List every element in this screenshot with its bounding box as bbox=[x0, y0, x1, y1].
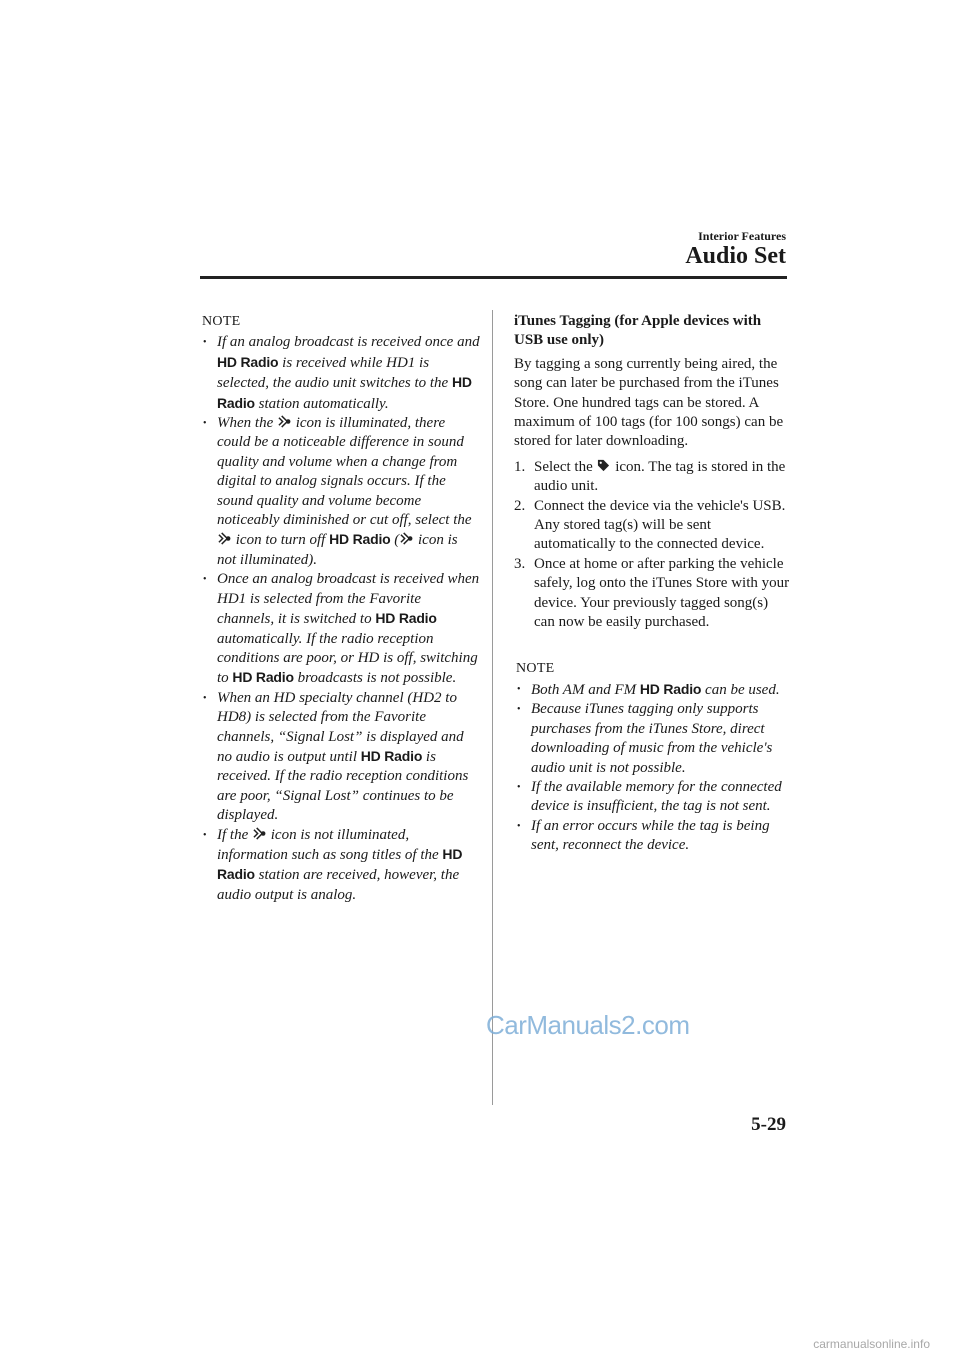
step-item: 2. Connect the device via the vehicle's USB. Any stored tag(s) will be sent automatically to the connected device. bbox=[514, 497, 786, 553]
hd-signal-icon bbox=[218, 532, 231, 545]
right-column bbox=[514, 312, 792, 856]
step-number: 2. bbox=[514, 497, 526, 514]
tag-icon bbox=[597, 459, 610, 472]
list-item: • When an HD specialty channel (HD2 to HD8) is selected from the Favorite channels, “Signal Lost” is displayed and no audio is output until HD Radio is received. If the radio reception conditions are poor, “Signal Lost” continues to be displayed. bbox=[200, 689, 480, 826]
list-item: • Both AM and FM HD Radio can be used. bbox=[514, 680, 792, 700]
list-item: • When the icon is illuminated, there could be a noticeable difference in sound quality and volume when a change from digital to analog signals occurs. If the sound quality and volume become noticeably diminished or cut off, select the icon to turn off HD Radio ( icon is not illuminated). bbox=[200, 414, 480, 570]
hd-radio-logo: HD Radio bbox=[375, 610, 437, 627]
page-title: Audio Set bbox=[685, 243, 786, 269]
list-item: • If the icon is not illuminated, information such as song titles of the HD Radio station are received, however, the audio output is analog. bbox=[200, 826, 480, 906]
list-item: • If the available memory for the connected device is insufficient, the tag is not sent. bbox=[514, 778, 792, 817]
left-column bbox=[200, 312, 480, 905]
page-number: 5-29 bbox=[751, 1114, 786, 1135]
hd-signal-icon bbox=[278, 415, 291, 428]
step-item: 1. Select the icon. The tag is stored in the audio unit. bbox=[514, 458, 786, 495]
step-item: 3. Once at home or after parking the vehicle safely, log onto the iTunes Store with your device. Your previously tagged song(s) can now be easily purchased. bbox=[514, 555, 790, 631]
note-label: NOTE bbox=[202, 314, 241, 329]
hd-radio-logo: HD Radio bbox=[639, 680, 702, 697]
step-number: 1. bbox=[514, 458, 526, 475]
section-label: Interior Features bbox=[698, 229, 786, 243]
section-heading: iTunes Tagging (for Apple devices with USB use only) bbox=[514, 313, 762, 349]
intro-paragraph: By tagging a song currently being aired, the song can later be purchased from the iTunes Store. One hundred tags can be stored. A maximum of 100 tags (for 100 songs) can be stored for later downloading. bbox=[514, 355, 784, 450]
left-notes bbox=[200, 333, 480, 905]
hd-radio-logo: HD Radio bbox=[360, 747, 423, 764]
hd-radio-logo: HD Radio bbox=[217, 374, 472, 411]
steps-list bbox=[514, 458, 792, 633]
watermark-logo: CarManuals2.com bbox=[486, 1010, 690, 1040]
hd-radio-logo: HD Radio bbox=[217, 353, 279, 370]
hd-radio-logo: HD Radio bbox=[232, 669, 294, 686]
column-divider bbox=[492, 310, 493, 1105]
hd-radio-logo: HD Radio bbox=[329, 531, 391, 548]
list-item: • Once an analog broadcast is received when HD1 is selected from the Favorite channels, it is switched to HD Radio automatically. If the radio reception conditions are poor, or HD is off, switching to HD Radio broadcasts is not possible. bbox=[200, 570, 480, 688]
step-number: 3. bbox=[514, 555, 526, 572]
hd-radio-logo: HD Radio bbox=[217, 845, 463, 883]
header-rule bbox=[200, 276, 787, 279]
note-label: NOTE bbox=[516, 660, 555, 676]
hd-signal-icon bbox=[400, 532, 413, 545]
hd-signal-icon bbox=[253, 827, 266, 840]
list-item: • If an error occurs while the tag is being sent, reconnect the device. bbox=[514, 817, 792, 856]
right-notes bbox=[514, 680, 792, 856]
list-item: • If an analog broadcast is received once and HD Radio is received while HD1 is selected, the audio unit switches to the HD Radio station automatically. bbox=[200, 333, 480, 414]
footer-site-link[interactable]: carmanualsonline.info bbox=[813, 1337, 930, 1351]
list-item: • Because iTunes tagging only supports purchases from the iTunes Store, direct downloading of music from the vehicle's audio unit is not possible. bbox=[514, 700, 792, 778]
